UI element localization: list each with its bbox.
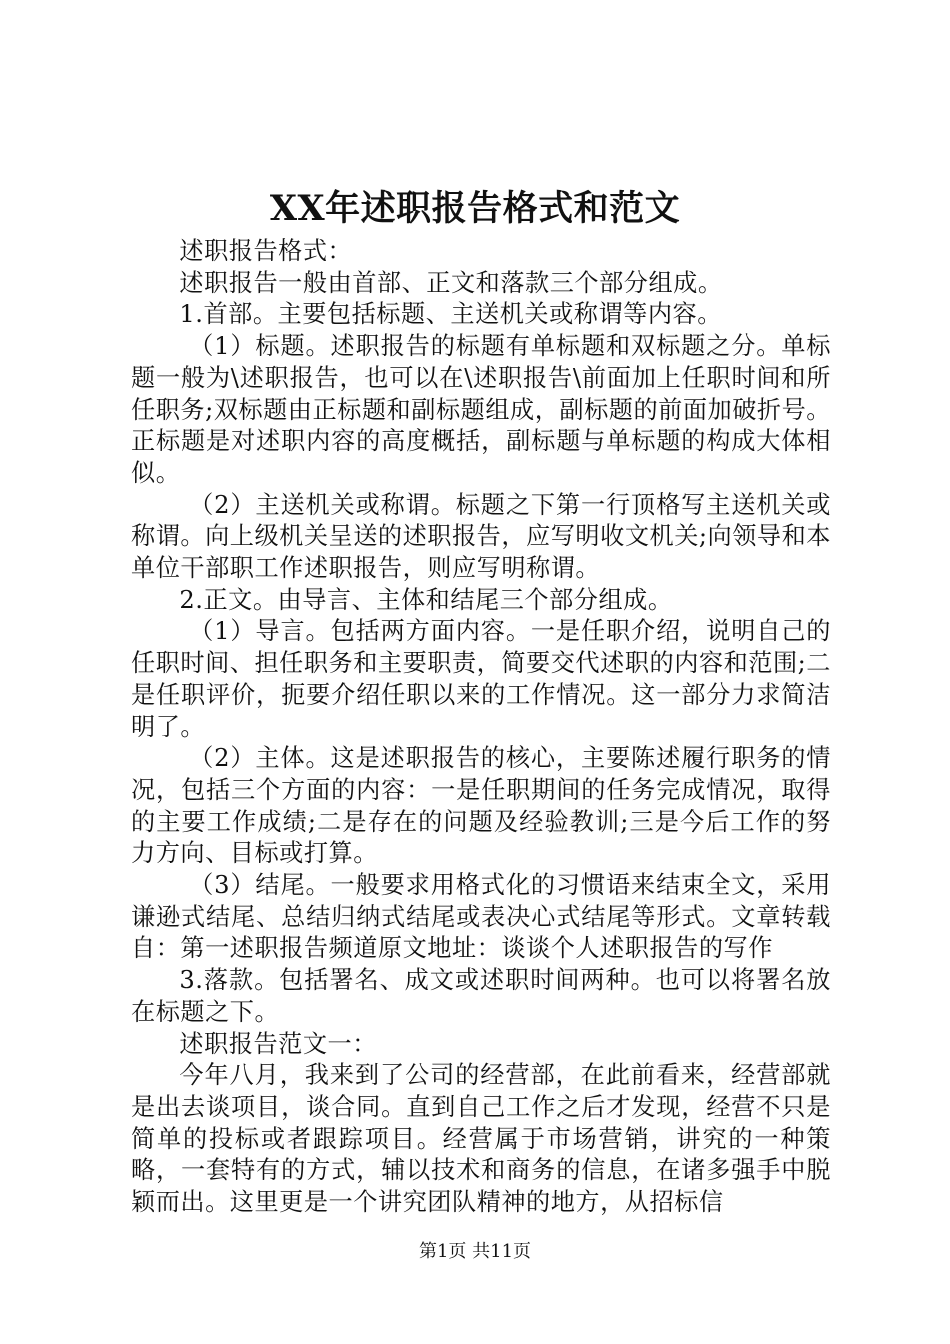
document-body xyxy=(131,236,831,1219)
paragraph: （2）主体。这是述职报告的核心，主要陈述履行职务的情况，包括三个方面的内容：一是任职期间的任务完成情况，取得的主要工作成绩;二是存在的问题及经验教训;三是今后工作的努力方向、目标或打算。 xyxy=(131,744,831,868)
paragraph: （1）导言。包括两方面内容。一是任职介绍，说明自己的任职时间、担任职务和主要职责，简要交代述职的内容和范围;二是任职评价，扼要介绍任职以来的工作情况。这一部分力求简洁明了。 xyxy=(131,617,831,741)
paragraph: 3.落款。包括署名、成文或述职时间两种。也可以将署名放在标题之下。 xyxy=(131,966,831,1026)
page-footer: 第1页 共11页 xyxy=(418,1241,532,1262)
paragraph: 述职报告格式： xyxy=(179,237,353,265)
paragraph: （2）主送机关或称谓。标题之下第一行顶格写主送机关或称谓。向上级机关呈送的述职报告，应写明收文机关;向领导和本单位干部职工作述职报告，则应写明称谓。 xyxy=(131,490,831,583)
paragraph: 2.正文。由导言、主体和结尾三个部分组成。 xyxy=(179,585,673,614)
paragraph: 1.首部。主要包括标题、主送机关或称谓等内容。 xyxy=(179,300,722,329)
paragraph: 今年八月，我来到了公司的经营部，在此前看来，经营部就是出去谈项目，谈合同。直到自己工作之后才发现，经营不只是简单的投标或者跟踪项目。经营属于市场营销，讲究的一种策略，一套特有的方式，辅以技术和商务的信息，在诸多强手中脱颖而出。这里更是一个讲究团队精神的地方，从招标信 xyxy=(131,1061,831,1217)
document-title: XX年述职报告格式和范文 xyxy=(269,188,681,229)
paragraph: （3）结尾。一般要求用格式化的习惯语来结束全文，采用谦逊式结尾、总结归纳式结尾或表决心式结尾等形式。文章转载自：第一述职报告频道原文地址：谈谈个人述职报告的写作 xyxy=(131,871,831,963)
paragraph: （1）标题。述职报告的标题有单标题和双标题之分。单标题一般为\述职报告，也可以在\述职报告\前面加上任职时间和所任职务;双标题由正标题和副标题组成，副标题的前面加破折号。正标题是对述职内容的高度概括，副标题与单标题的构成大体相似。 xyxy=(131,332,831,487)
paragraph: 述职报告一般由首部、正文和落款三个部分组成。 xyxy=(179,268,723,297)
paragraph: 述职报告范文一： xyxy=(179,1029,377,1058)
